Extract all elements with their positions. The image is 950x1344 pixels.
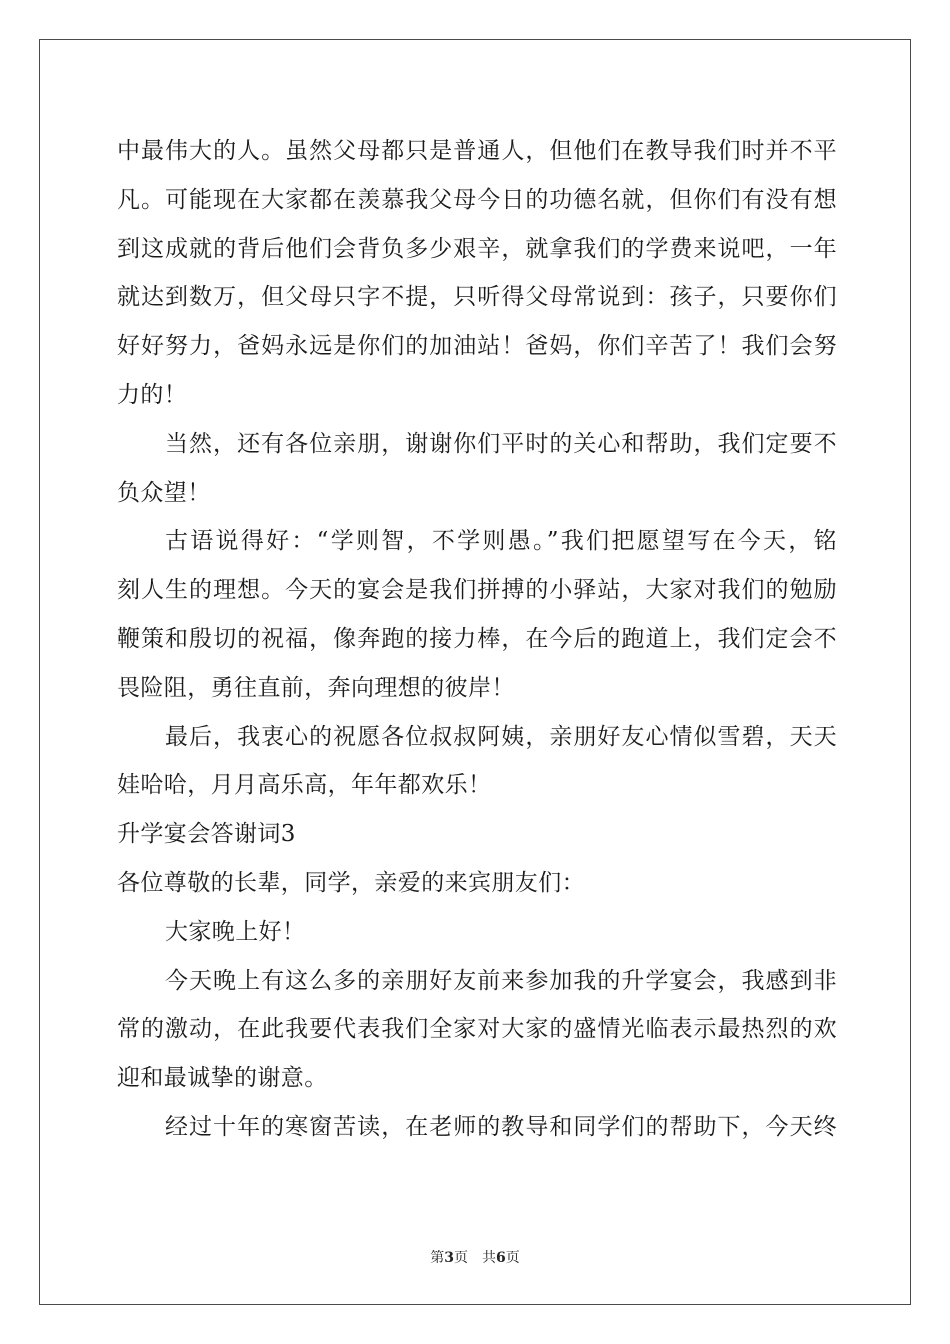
current-page-number: 3 — [444, 1250, 454, 1266]
text-line: 当然，还有各位亲朋，谢谢你们平时的关心和帮助，我们定要不 — [165, 430, 837, 457]
text-line: 娃哈哈，月月高乐高，年年都欢乐！ — [117, 772, 492, 799]
footer-page-unit: 页 — [454, 1250, 468, 1266]
footer-total-unit: 页 — [505, 1250, 520, 1266]
text-line: 力的！ — [117, 381, 188, 408]
text-line: 迎和最诚挚的谢意。 — [117, 1065, 328, 1092]
text-line: 经过十年的寒窗苦读，在老师的教导和同学们的帮助下，今天终 — [165, 1113, 837, 1140]
text-line: 刻人生的理想。今天的宴会是我们拼搏的小驿站，大家对我们的勉励 — [117, 577, 837, 604]
text-line: 古语说得好：“学则智，不学则愚。”我们把愿望写在今天，铭 — [165, 528, 837, 555]
text-line: 就达到数万，但父母只字不提，只听得父母常说到：孩子，只要你们 — [117, 284, 837, 311]
page-footer — [0, 1247, 950, 1267]
text-line: 负众望！ — [117, 479, 211, 506]
text-line: 鞭策和殷切的祝福，像奔跑的接力棒，在今后的跑道上，我们定会不 — [117, 625, 837, 652]
text-line: 今天晚上有这么多的亲朋好友前来参加我的升学宴会，我感到非 — [165, 967, 837, 994]
text-line: 升学宴会答谢词3 — [117, 821, 296, 848]
text-line: 好好努力，爸妈永远是你们的加油站！爸妈，你们辛苦了！我们会努 — [117, 333, 837, 360]
text-line: 中最伟大的人。虽然父母都只是普通人，但他们在教导我们时并不平 — [117, 138, 837, 164]
text-line: 大家晚上好！ — [165, 918, 306, 945]
footer-total-prefix: 共 — [482, 1250, 496, 1266]
text-line: 各位尊敬的长辈，同学，亲爱的来宾朋友们： — [117, 869, 585, 896]
document-body — [117, 127, 837, 1152]
total-pages-number: 6 — [496, 1250, 506, 1266]
text-line: 常的激动，在此我要代表我们全家对大家的盛情光临表示最热烈的欢 — [117, 1016, 837, 1043]
text-line: 到这成就的背后他们会背负多少艰辛，就拿我们的学费来说吧，一年 — [117, 235, 837, 262]
text-line: 凡。可能现在大家都在羡慕我父母今日的功德名就，但你们有没有想 — [117, 186, 837, 213]
footer-prefix: 第 — [430, 1250, 445, 1266]
text-line: 最后，我衷心的祝愿各位叔叔阿姨，亲朋好友心情似雪碧，天天 — [165, 723, 837, 750]
text-line: 畏险阻，勇往直前，奔向理想的彼岸！ — [117, 674, 515, 701]
